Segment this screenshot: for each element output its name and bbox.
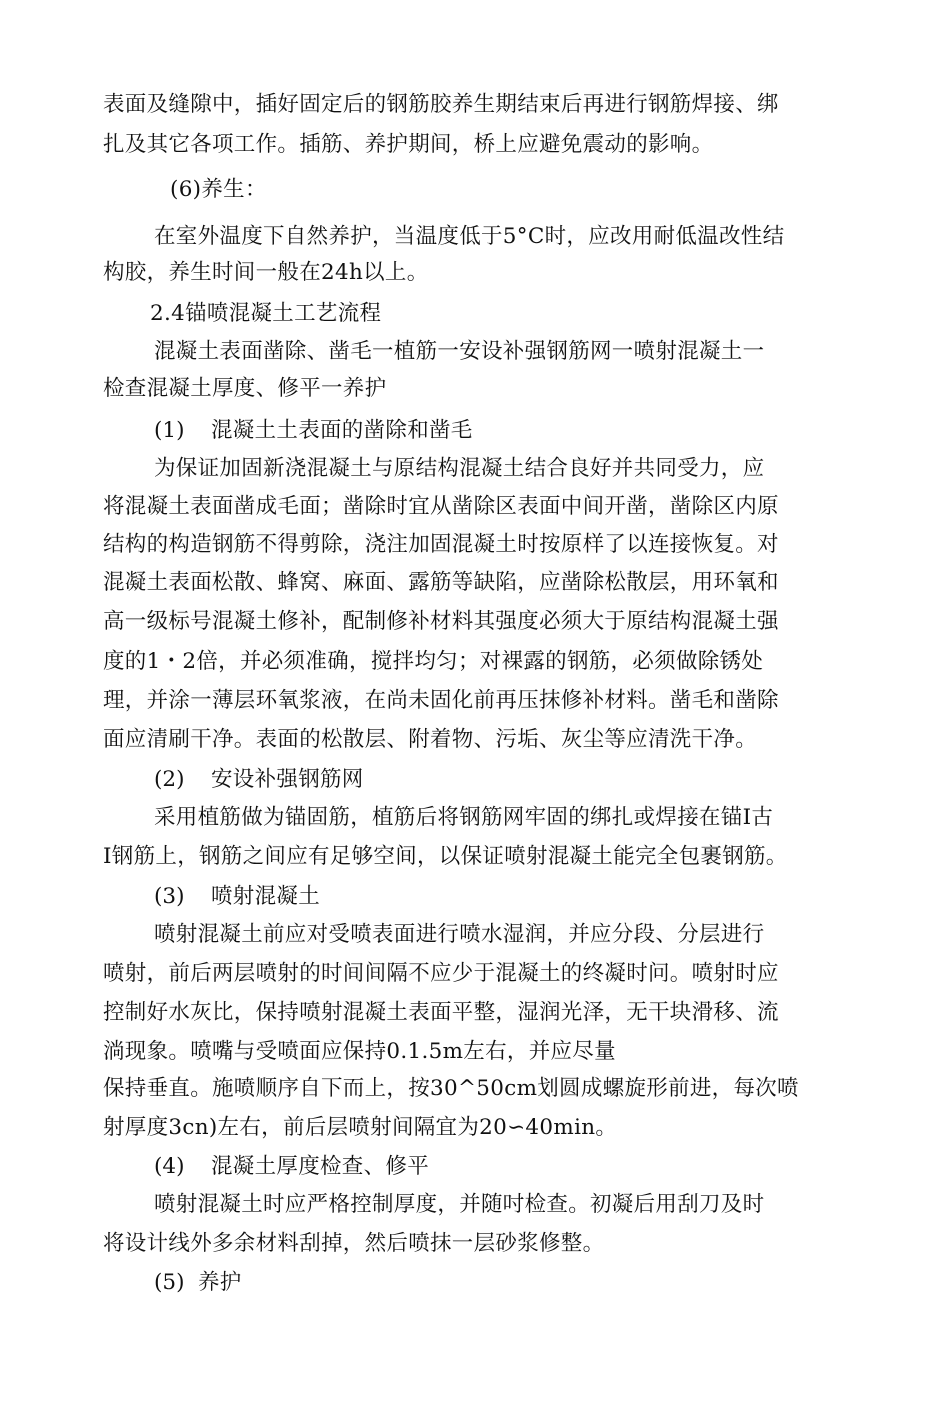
text-line: 度的1・2倍，并必须准确，搅拌均匀；对裸露的钢筋，必须做除锈处: [103, 649, 764, 674]
text-line: 保持垂直。施喷顺序自下而上，按30^50cm划圆成螺旋形前进，每次喷: [103, 1076, 799, 1101]
list-item-text: 混凝土土表面的凿除和凿毛: [211, 418, 473, 443]
text-line: 喷射混凝土时应严格控制厚度，并随吋检查。初凝后用刮刀及时: [154, 1192, 765, 1217]
text-line: 混凝土表面凿除、凿毛一植筋一安设补强钢筋网一喷射混凝土一: [154, 339, 765, 364]
text-line: 检查混凝土厚度、修平一养护: [103, 376, 387, 401]
list-item-number: (2): [154, 767, 185, 792]
text-line: 淌现象。喷嘴与受喷面应保持0.1.5m左右，并应尽量: [103, 1039, 616, 1064]
text-line: 将混凝土表面凿成毛面；凿除时宜从凿除区表面中间开凿，凿除区内原: [103, 494, 779, 519]
list-item-number: (5): [154, 1270, 185, 1295]
text-line: 理，并涂一薄层环氧浆液，在尚未固化前再压抹修补材料。凿毛和凿除: [103, 688, 779, 713]
list-item-number: (3): [154, 884, 185, 909]
text-line: 为保证加固新浇混凝土与原结构混凝土结合良好并共同受力，应: [154, 456, 765, 481]
text-line: 喷射，前后两层喷射的时间间隔不应少于混凝土的终凝时问。喷射时应: [103, 961, 779, 986]
list-item-number: (1): [154, 418, 185, 443]
text-line: 扎及其它各项工作。插筋、养护期间，桥上应避免震动的影响。: [103, 132, 714, 157]
text-line: 结构的构造钢筋不得剪除，浇注加固混凝土时按原样了以连接恢复。对: [103, 532, 779, 557]
list-item-text: 喷射混凝土: [211, 884, 321, 909]
text-line: 在室外温度下自然养护，当温度低于5°C时，应改用耐低温改性结: [154, 224, 785, 249]
text-line: 射厚度3cn)左右，前后层喷射间隔宜为20∽40min。: [103, 1115, 618, 1140]
section-heading: (6)养生：: [170, 177, 267, 202]
text-line: 将设计线外多余材料刮掉，然后喷抹一层砂浆修整。: [103, 1231, 605, 1256]
text-line: 采用植筋做为锚固筋，植筋后将钢筋网牢固的绑扎或焊接在锚I古: [154, 805, 774, 830]
list-item-text: 安设补强钢筋网: [211, 767, 364, 792]
text-line: 表面及缝隙中，插好固定后的钢筋胶养生期结束后再进行钢筋焊接、绑: [103, 92, 779, 117]
list-item-text: 养护: [198, 1270, 242, 1295]
text-line: 构胶，养生时间一般在24h以上。: [103, 260, 429, 285]
text-line: 控制好水灰比，保持喷射混凝土表面平整，湿润光泽，无干块滑移、流: [103, 1000, 779, 1025]
text-line: 面应清刷干净。表面的松散层、附着物、污垢、灰尘等应清洗干净。: [103, 727, 758, 752]
text-line: 混凝土表面松散、蜂窝、麻面、露筋等缺陷，应凿除松散层，用环氧和: [103, 570, 779, 595]
section-heading: 2.4锚喷混凝土工艺流程: [150, 301, 382, 326]
list-item-text: 混凝土厚度检查、修平: [211, 1154, 430, 1179]
text-line: I钢筋上，钢筋之间应有足够空间，以保证喷射混凝土能完全包裹钢筋。: [103, 844, 788, 869]
text-line: 高一级标号混凝土修补，配制修补材料其强度必须大于原结构混凝土强: [103, 609, 779, 634]
list-item-number: (4): [154, 1154, 185, 1179]
text-line: 喷射混凝土前应对受喷表面进行喷水湿润，并应分段、分层进行: [154, 922, 765, 947]
